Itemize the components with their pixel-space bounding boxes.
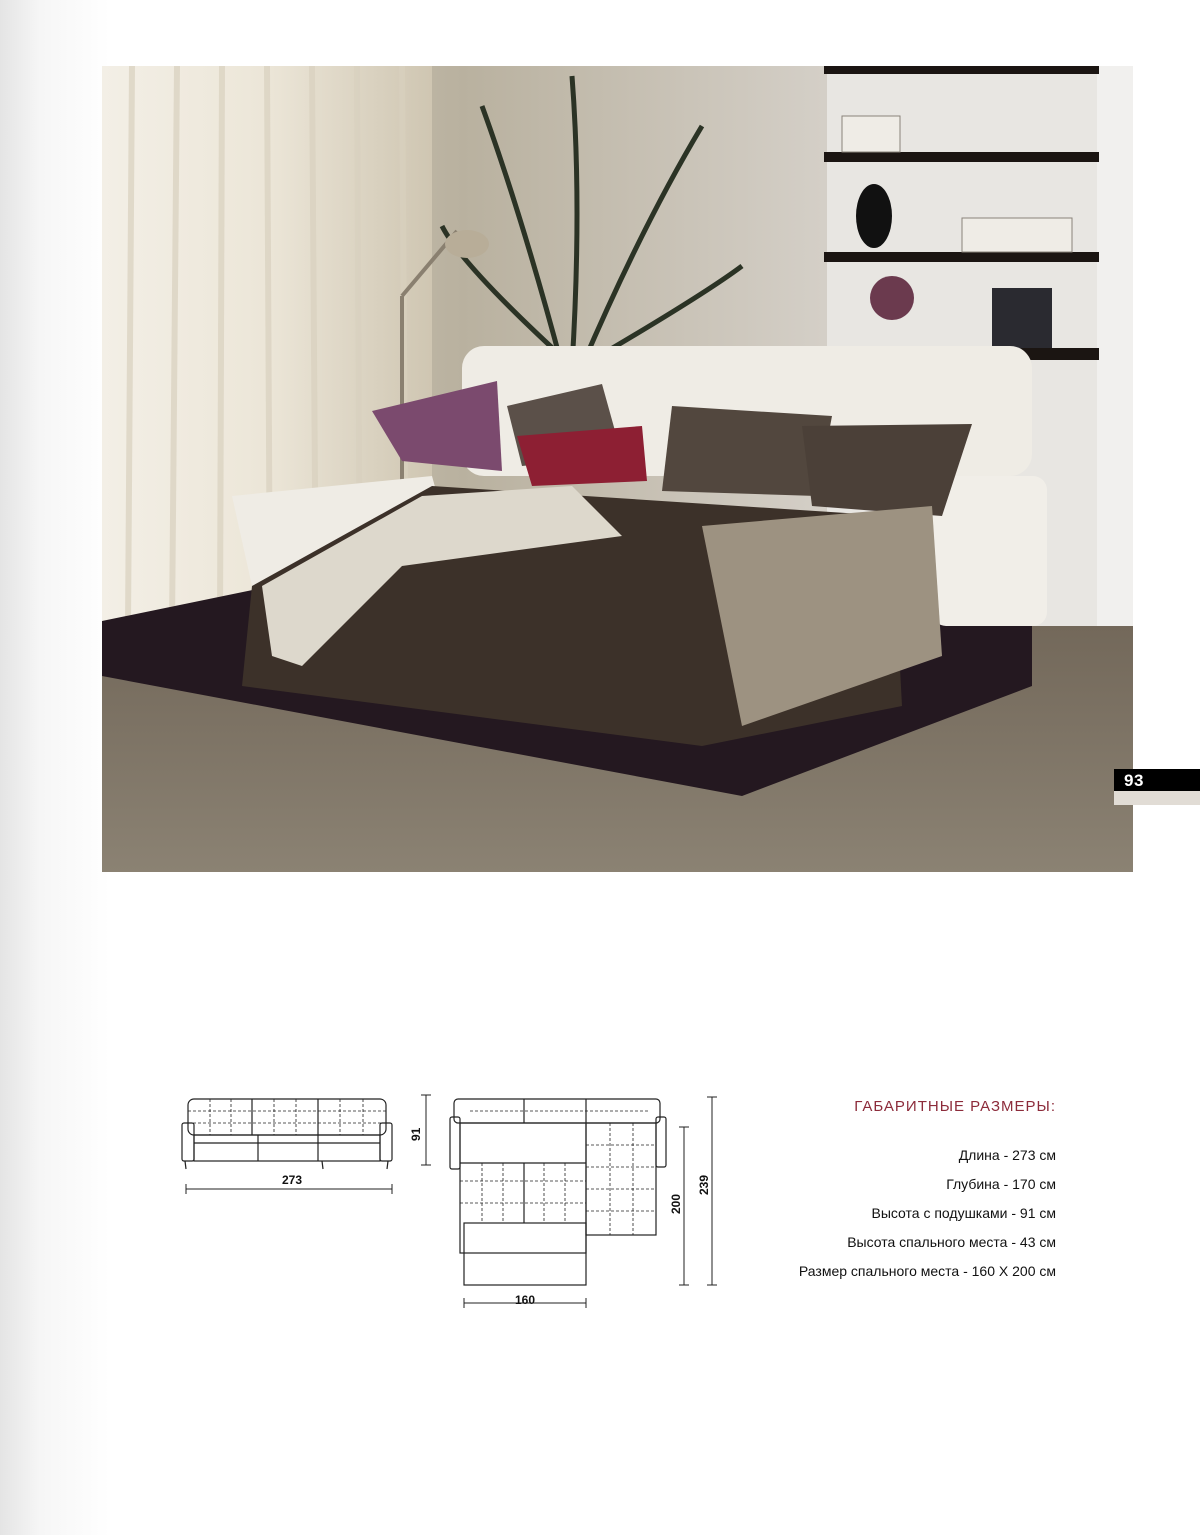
spec-height-with-cushions: Высота с подушками - 91 см xyxy=(871,1205,1056,1221)
page-number-tab xyxy=(1114,769,1200,805)
front-width-label: 273 xyxy=(282,1173,303,1187)
interior-photo xyxy=(102,66,1133,872)
specs-title: ГАБАРИТНЫЕ РАЗМЕРЫ: xyxy=(854,1098,1056,1115)
spec-depth: Глубина - 170 см xyxy=(946,1176,1056,1192)
interior-photo-art xyxy=(102,66,1133,872)
front-height-label: 91 xyxy=(409,1127,423,1141)
page-number: 93 xyxy=(1124,771,1144,790)
front-view-drawing xyxy=(182,1099,392,1169)
plan-bed-length-label: 200 xyxy=(669,1193,683,1214)
dimensions-specs xyxy=(636,1098,1056,1286)
spec-sleeping-size: Размер спального места - 160 X 200 см xyxy=(798,1263,1056,1279)
plan-total-length-label: 239 xyxy=(697,1174,711,1195)
spec-sleeping-height: Высота спального места - 43 см xyxy=(847,1234,1056,1250)
page-tab-beige xyxy=(1114,791,1200,805)
plan-view-drawing xyxy=(450,1099,666,1285)
plan-width-label: 160 xyxy=(515,1293,536,1307)
spec-length: Длина - 273 см xyxy=(958,1147,1056,1163)
page-tab-black xyxy=(1114,769,1200,791)
